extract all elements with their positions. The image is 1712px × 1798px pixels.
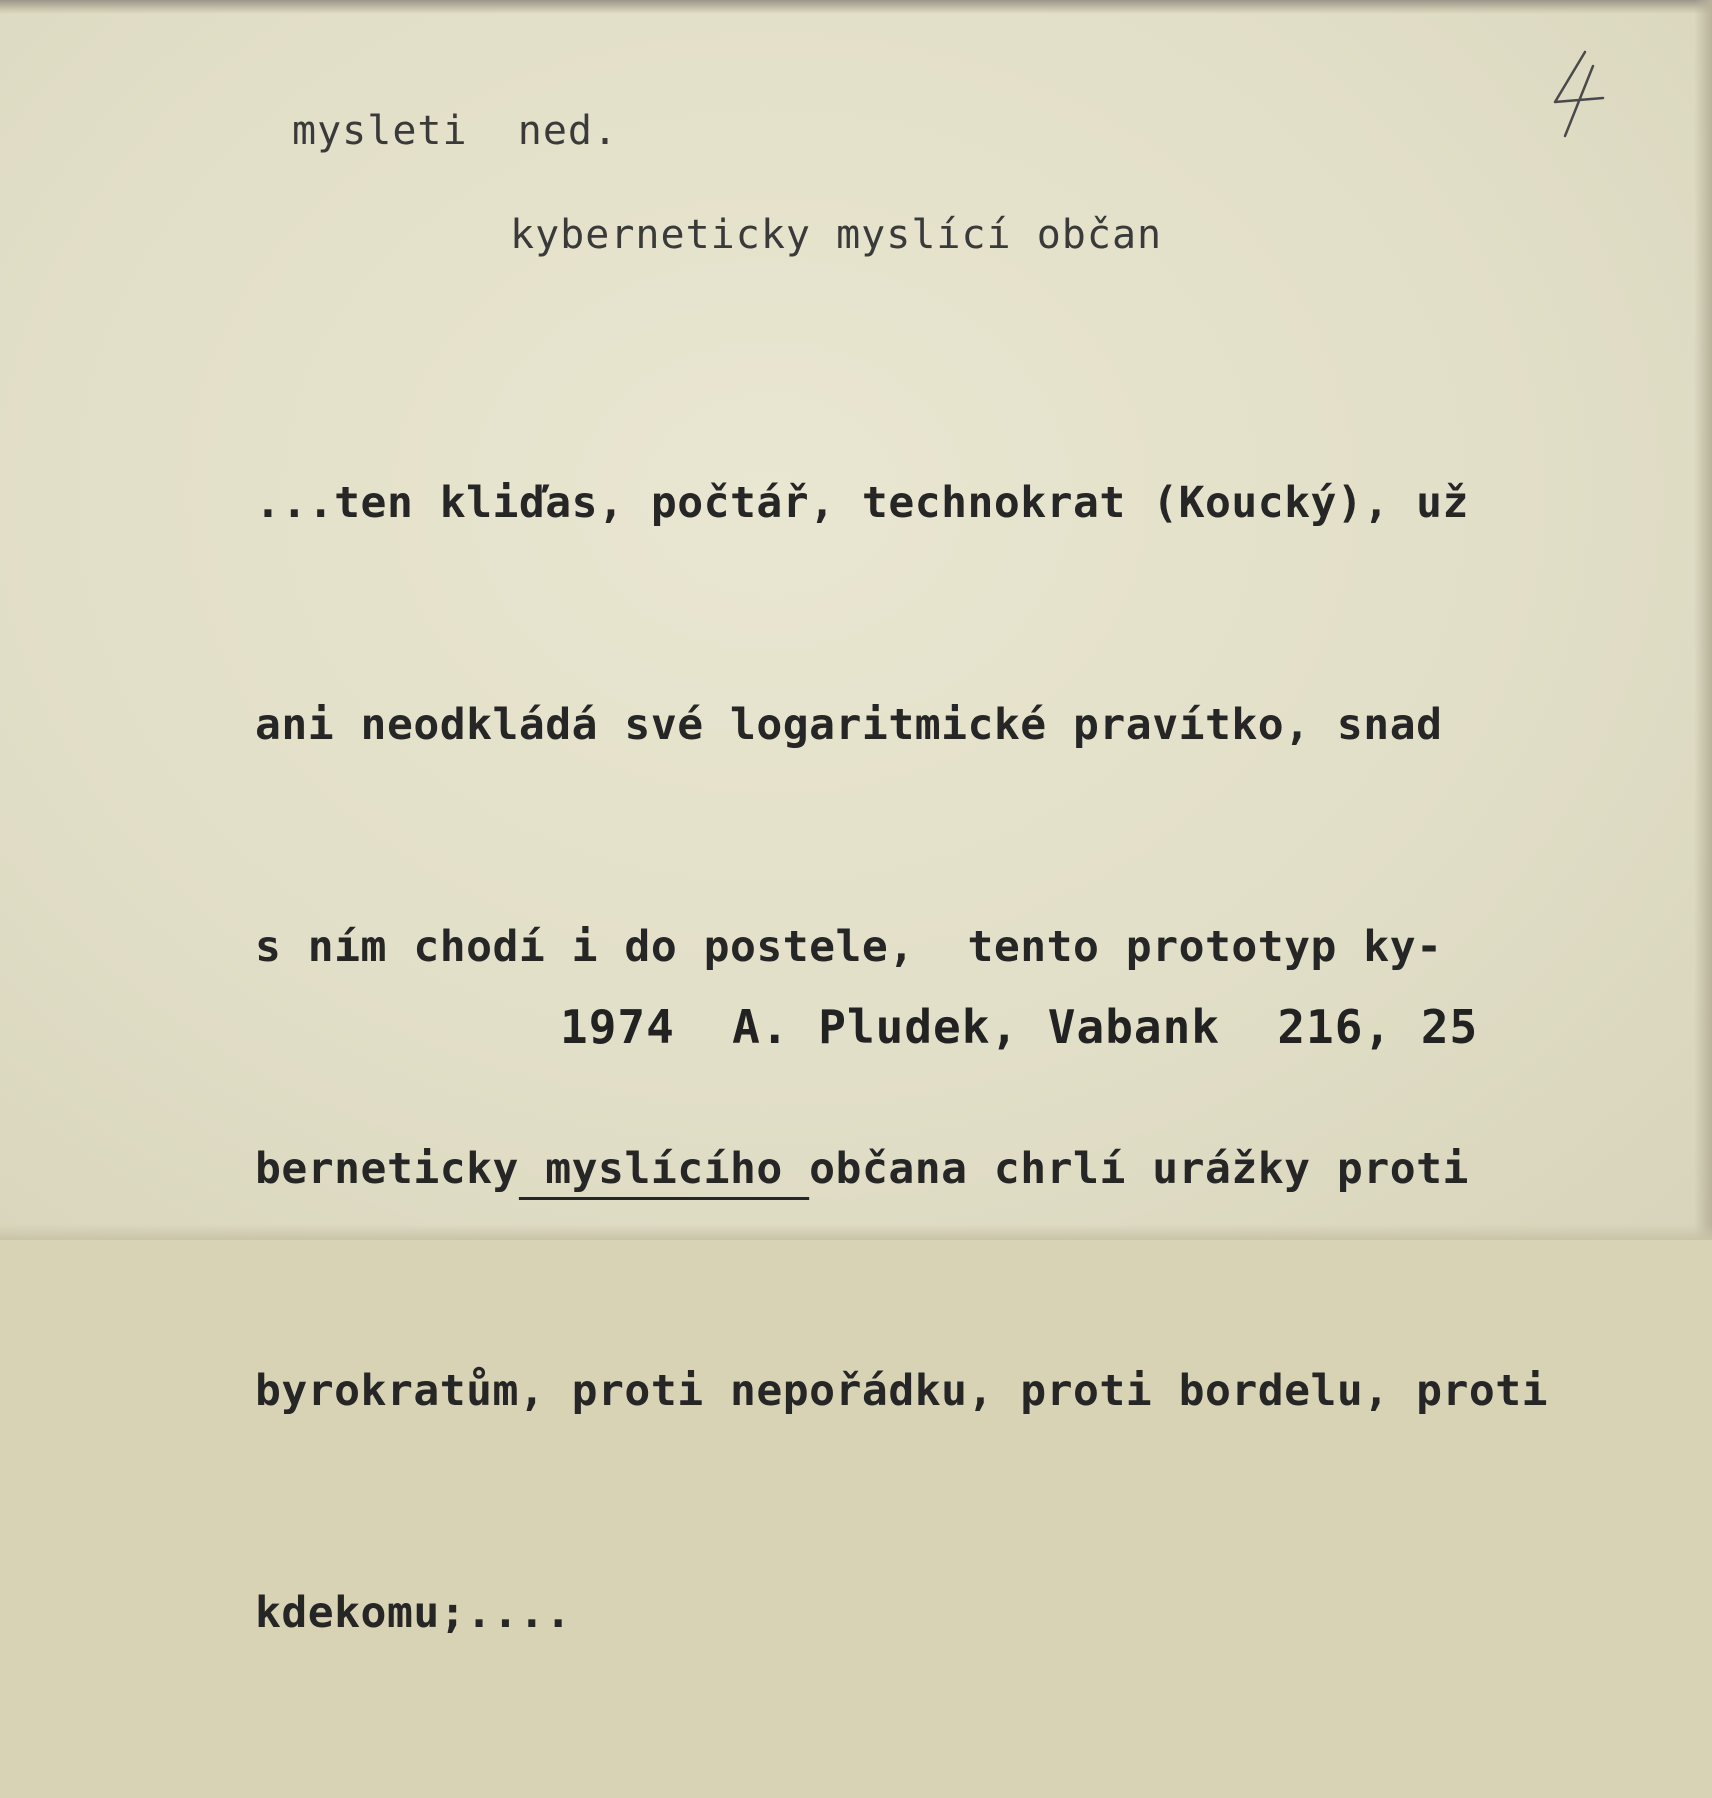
card-top-edge: [0, 0, 1712, 14]
quote-line: byrokratům, proti nepořádku, proti bordelu, proti: [255, 1366, 1549, 1416]
quote-text: [255, 318, 1548, 1798]
underlined-word: myslícího: [518, 1144, 810, 1194]
quote-line: ani neodkládá své logaritmické pravítko, snad: [255, 700, 1443, 750]
quote-line: s ním chodí i do postele, tento prototyp ky-: [255, 922, 1443, 972]
quote-line: kdekomu;....: [255, 1588, 572, 1638]
card-right-edge: [1694, 0, 1712, 1240]
quote-line: ...ten kliďas, počtář, technokrat (Koucký), už: [255, 478, 1469, 528]
quote-line: berneticky myslícího občana chrlí urážky proti: [255, 1144, 1469, 1194]
handwritten-page-number: [1545, 46, 1615, 142]
phrase: kyberneticky myslící občan: [510, 212, 1163, 258]
source-citation: 1974 A. Pludek, Vabank 216, 25: [560, 1000, 1479, 1054]
headword: mysleti ned.: [292, 108, 619, 154]
